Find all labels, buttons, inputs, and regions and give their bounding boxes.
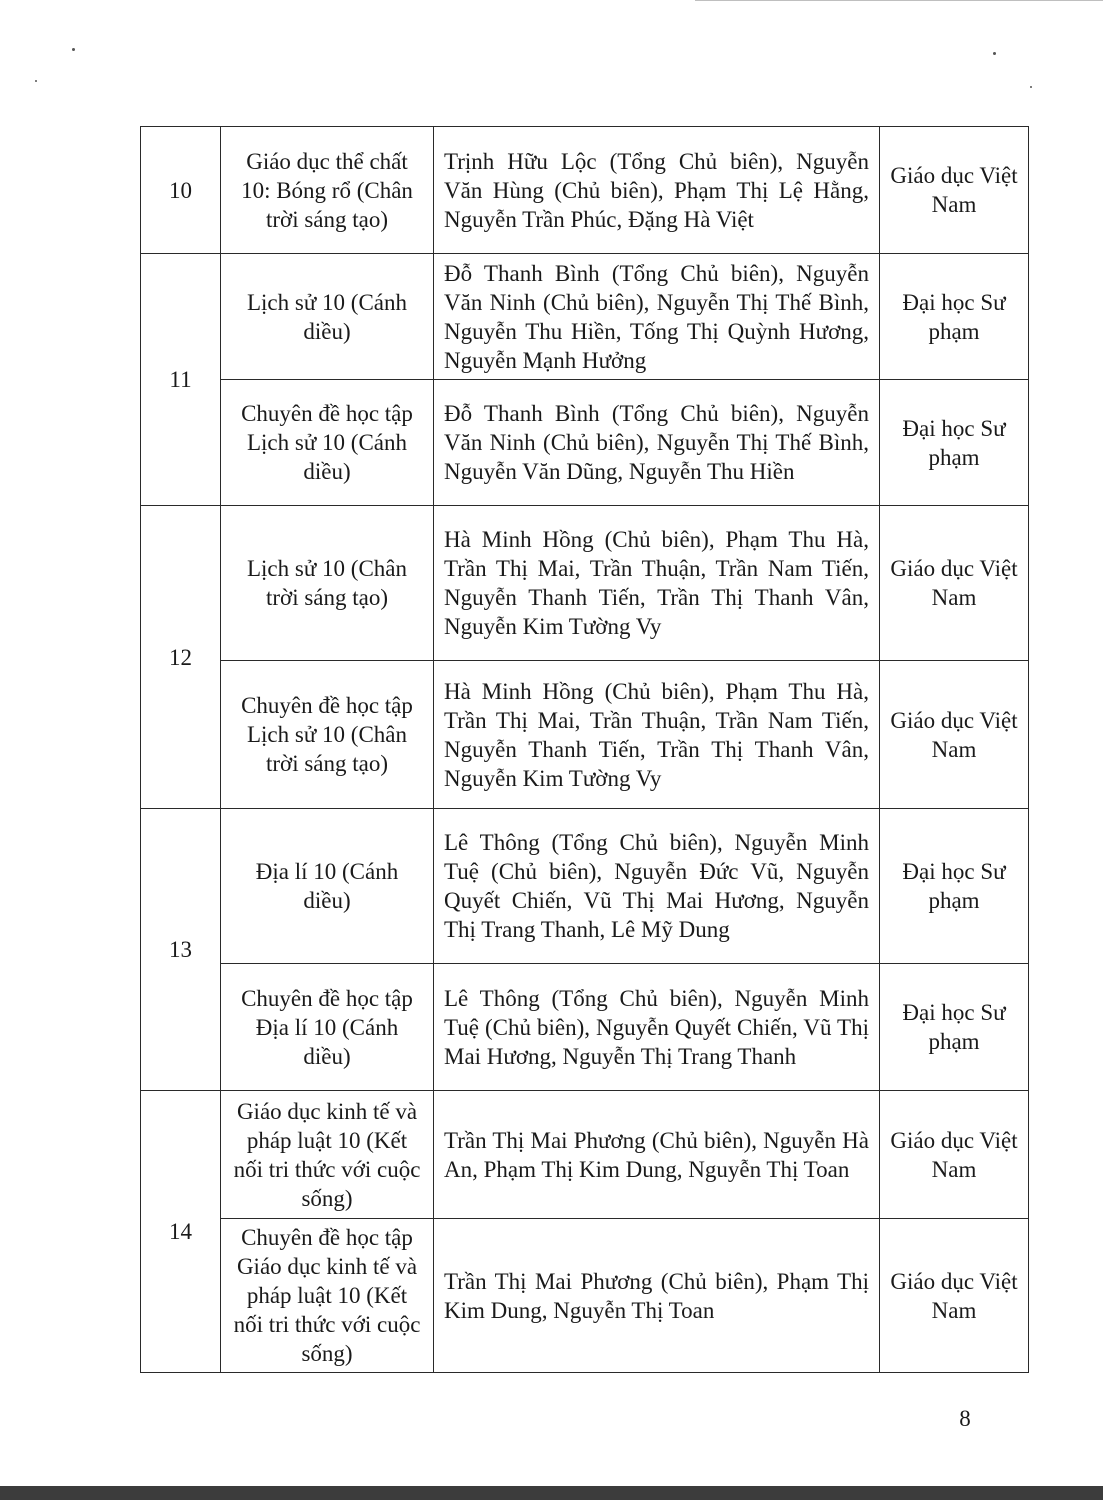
table-row bbox=[141, 254, 1029, 380]
book-authors: Trịnh Hữu Lộc (Tổng Chủ biên), Nguyễn Văn Hùng (Chủ biên), Phạm Thị Lệ Hằng, Nguyễn Trần Phúc, Đặng Hà Việt bbox=[434, 127, 880, 254]
book-authors: Hà Minh Hồng (Chủ biên), Phạm Thu Hà, Trần Thị Mai, Trần Thuận, Trần Nam Tiến, Nguyễn Thanh Tiến, Trần Thị Thanh Vân, Nguyễn Kim Tường Vy bbox=[434, 506, 880, 661]
table-row bbox=[141, 661, 1029, 809]
row-number: 13 bbox=[141, 809, 221, 1091]
book-title: Chuyên đề học tập Giáo dục kinh tế và pháp luật 10 (Kết nối tri thức với cuộc sống) bbox=[221, 1219, 434, 1373]
book-publisher: Giáo dục Việt Nam bbox=[880, 506, 1029, 661]
book-authors: Đỗ Thanh Bình (Tổng Chủ biên), Nguyễn Văn Ninh (Chủ biên), Nguyễn Thị Thế Bình, Nguyễn Thu Hiền, Tống Thị Quỳnh Hương, Nguyễn Mạnh Hưởng bbox=[434, 254, 880, 380]
book-publisher: Giáo dục Việt Nam bbox=[880, 1219, 1029, 1373]
table-row bbox=[141, 506, 1029, 661]
scan-bottom-edge bbox=[0, 1486, 1103, 1500]
textbook-table bbox=[140, 126, 1029, 1373]
book-publisher: Giáo dục Việt Nam bbox=[880, 661, 1029, 809]
book-publisher: Đại học Sư phạm bbox=[880, 809, 1029, 964]
table-row bbox=[141, 1219, 1029, 1373]
book-publisher: Giáo dục Việt Nam bbox=[880, 1091, 1029, 1219]
book-title: Giáo dục thể chất 10: Bóng rổ (Chân trời sáng tạo) bbox=[221, 127, 434, 254]
table-row bbox=[141, 964, 1029, 1091]
book-authors: Lê Thông (Tổng Chủ biên), Nguyễn Minh Tuệ (Chủ biên), Nguyễn Quyết Chiến, Vũ Thị Mai Hương, Nguyễn Thị Trang Thanh bbox=[434, 964, 880, 1091]
book-authors: Trần Thị Mai Phương (Chủ biên), Nguyễn Hà An, Phạm Thị Kim Dung, Nguyễn Thị Toan bbox=[434, 1091, 880, 1219]
row-number: 14 bbox=[141, 1091, 221, 1373]
table-row bbox=[141, 380, 1029, 506]
scan-speck bbox=[1030, 86, 1032, 88]
book-authors: Hà Minh Hồng (Chủ biên), Phạm Thu Hà, Trần Thị Mai, Trần Thuận, Trần Nam Tiến, Nguyễn Thanh Tiến, Trần Thị Thanh Vân, Nguyễn Kim Tường Vy bbox=[434, 661, 880, 809]
book-title: Lịch sử 10 (Cánh diều) bbox=[221, 254, 434, 380]
page-number: 8 bbox=[959, 1406, 971, 1431]
book-publisher: Giáo dục Việt Nam bbox=[880, 127, 1029, 254]
scan-speck bbox=[993, 52, 996, 55]
row-number: 12 bbox=[141, 506, 221, 809]
book-publisher: Đại học Sư phạm bbox=[880, 380, 1029, 506]
scan-speck bbox=[72, 48, 75, 51]
table-row bbox=[141, 1091, 1029, 1219]
book-title: Lịch sử 10 (Chân trời sáng tạo) bbox=[221, 506, 434, 661]
book-title: Chuyên đề học tập Lịch sử 10 (Chân trời sáng tạo) bbox=[221, 661, 434, 809]
book-authors: Trần Thị Mai Phương (Chủ biên), Phạm Thị Kim Dung, Nguyễn Thị Toan bbox=[434, 1219, 880, 1373]
row-number: 10 bbox=[141, 127, 221, 254]
row-number: 11 bbox=[141, 254, 221, 506]
table-row bbox=[141, 809, 1029, 964]
book-publisher: Đại học Sư phạm bbox=[880, 964, 1029, 1091]
book-title: Chuyên đề học tập Lịch sử 10 (Cánh diều) bbox=[221, 380, 434, 506]
book-title: Giáo dục kinh tế và pháp luật 10 (Kết nối tri thức với cuộc sống) bbox=[221, 1091, 434, 1219]
book-authors: Lê Thông (Tổng Chủ biên), Nguyễn Minh Tuệ (Chủ biên), Nguyễn Đức Vũ, Nguyễn Quyết Chiến, Vũ Thị Mai Hương, Nguyễn Thị Trang Thanh, Lê Mỹ Dung bbox=[434, 809, 880, 964]
book-authors: Đỗ Thanh Bình (Tổng Chủ biên), Nguyễn Văn Ninh (Chủ biên), Nguyễn Thị Thế Bình, Nguyễn Văn Dũng, Nguyễn Thu Hiền bbox=[434, 380, 880, 506]
scan-speck bbox=[35, 80, 37, 82]
book-title: Địa lí 10 (Cánh diều) bbox=[221, 809, 434, 964]
table-row bbox=[141, 127, 1029, 254]
book-title: Chuyên đề học tập Địa lí 10 (Cánh diều) bbox=[221, 964, 434, 1091]
page-top-edge bbox=[695, 0, 1103, 4]
book-publisher: Đại học Sư phạm bbox=[880, 254, 1029, 380]
